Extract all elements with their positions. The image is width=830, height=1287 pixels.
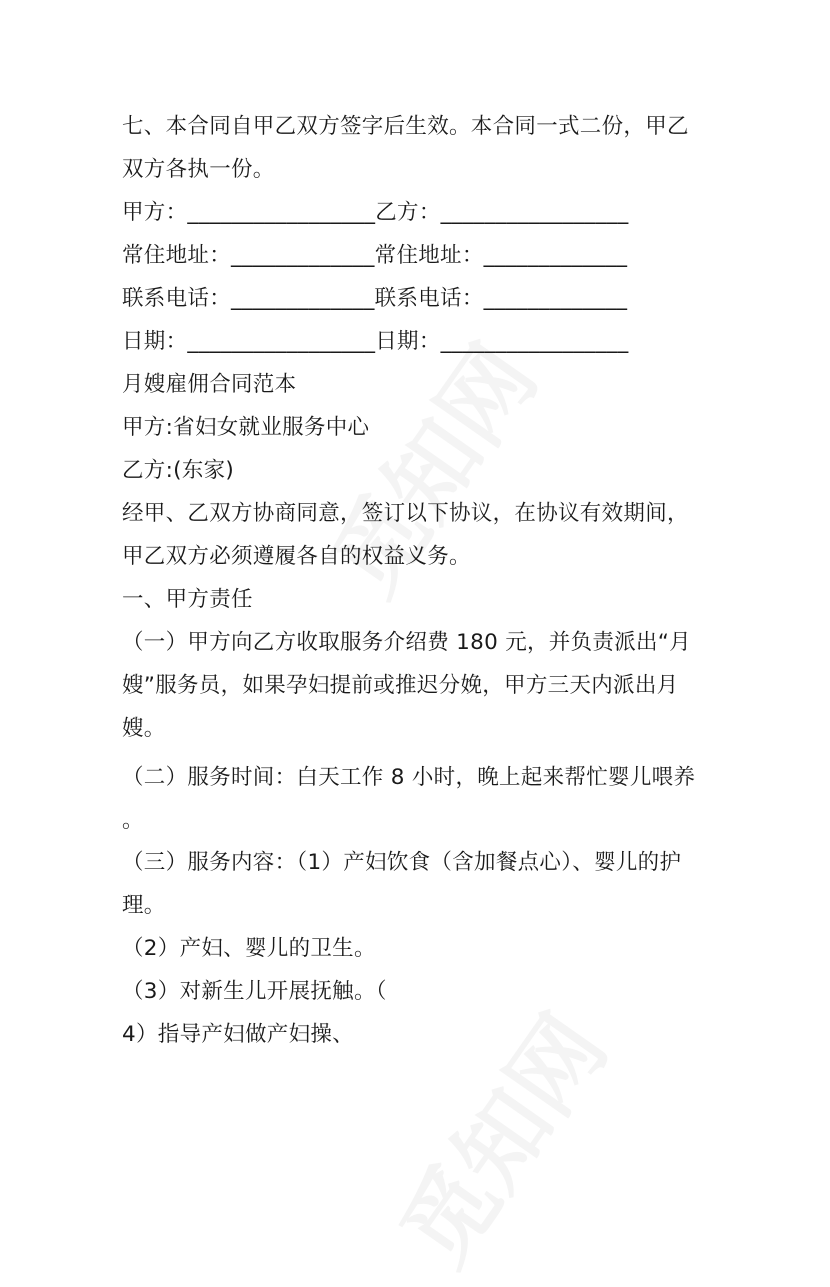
watermark [365,985,631,1287]
preamble-line1: 经甲、乙双方协商同意，签订以下协议，在协议有效期间， [122,501,689,526]
item-three-sub4: 4）指导产妇做产妇操、 [122,1022,354,1047]
item-three-line1: （三）服务内容：（1）产妇饮食（含加餐点心）、婴儿的护 [122,850,682,875]
section-heading: 一、甲方责任 [122,587,253,612]
item-one-line2: 嫂”服务员，如果孕妇提前或推迟分娩，甲方三天内派出月 [122,673,679,698]
signature-date-line: 日期：_________________日期：_________________ [122,329,629,354]
item-one-line1: （一）甲方向乙方收取服务介绍费 180 元，并负责派出“月 [122,630,692,655]
item-one-line3: 嫂。 [122,716,166,741]
item-two-line1: （二）服务时间：白天工作 8 小时，晚上起来帮忙婴儿喂养 [122,765,696,790]
contract-title: 月嫂雇佣合同范本 [122,372,297,397]
party-b: 乙方:(东家) [122,458,235,483]
signature-phone-line: 联系电话：_____________联系电话：_____________ [122,286,628,311]
item-three-sub2: （2）产妇、婴儿的卫生。 [122,936,376,961]
item-two-line2: 。 [122,808,144,833]
clause-seven-line1: 七、本合同自甲乙双方签字后生效。本合同一式二份，甲乙 [122,114,689,139]
item-three-sub3: （3）对新生儿开展抚触。（ [122,979,387,1004]
preamble-line2: 甲乙双方必须遵履各自的权益义务。 [122,544,471,569]
signature-address-line: 常住地址：_____________常住地址：_____________ [122,243,628,268]
clause-seven-line2: 双方各执一份。 [122,157,275,182]
item-three-line2: 理。 [122,893,166,918]
signature-party-line: 甲方：_________________乙方：_________________ [122,200,629,225]
party-a: 甲方:省妇女就业服务中心 [122,415,370,440]
